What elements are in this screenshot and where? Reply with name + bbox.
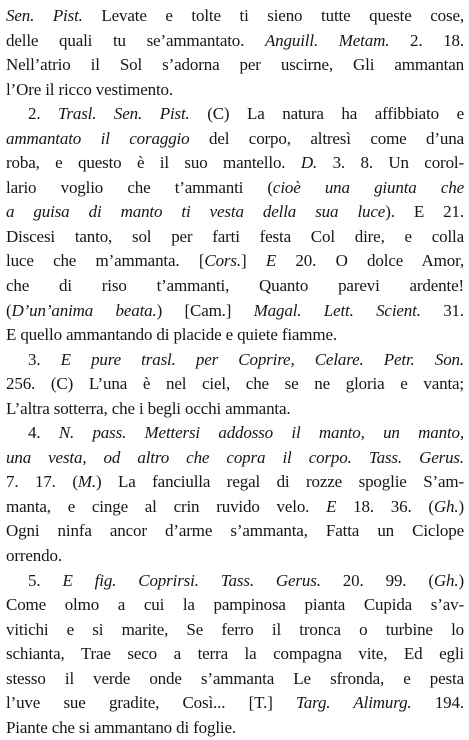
text-line	[6, 691, 464, 716]
text-line	[6, 716, 464, 740]
text-run: 5.	[28, 570, 63, 590]
text-run: (C) La natura ha affibbiato e	[189, 104, 464, 124]
text-run: l’uve sue gradite, Così... [T.]	[6, 693, 297, 713]
text-run: 3. 8. Un corol-	[317, 153, 464, 173]
text-line	[6, 421, 464, 446]
dictionary-page	[6, 4, 464, 740]
text-line	[6, 667, 464, 692]
text-run: 18. 36. (	[336, 496, 434, 516]
italic-text: a guisa di manto ti vesta della sua luce	[6, 202, 386, 222]
text-run: roba, e questo è il suo mantello.	[6, 153, 301, 173]
text-run: orrendo.	[6, 546, 62, 566]
text-run: 7. 17. (	[6, 472, 78, 492]
text-line	[6, 470, 464, 495]
italic-text: cioè una giunta che	[272, 177, 464, 197]
text-run: )	[458, 570, 464, 590]
text-line	[6, 446, 464, 471]
entry-text	[6, 4, 464, 740]
italic-text: N. pass. Mettersi addosso il manto, un manto,	[58, 423, 464, 443]
italic-text: Sen. Pist.	[6, 6, 83, 25]
text-line	[6, 495, 464, 520]
text-run: 20. O dolce Amor,	[276, 251, 464, 271]
italic-text: Gh.	[433, 570, 459, 590]
text-line	[6, 225, 464, 250]
italic-text: una vesta, od altro che copra il corpo. Tass. Gerus.	[6, 447, 464, 467]
text-line	[6, 127, 464, 152]
text-line	[6, 323, 464, 348]
text-run: )	[458, 496, 464, 516]
text-run: 31.	[420, 300, 464, 320]
text-line	[6, 519, 464, 544]
text-run: 4.	[28, 423, 59, 443]
italic-text: Targ. Alimurg.	[296, 693, 412, 713]
italic-text: D’un’anima beata.	[11, 300, 157, 320]
text-line	[6, 544, 464, 569]
text-run: Come olmo a cui la pampinosa pianta Cupida s’av-	[6, 595, 464, 615]
text-run: ) [Cam.]	[156, 300, 254, 320]
text-run: ) La fanciulla regal di rozze spoglie S’am-	[95, 472, 464, 492]
italic-text: Cors.	[204, 251, 241, 271]
text-run: Piante che si ammantano di foglie.	[6, 717, 237, 737]
italic-text: ammantato il coraggio	[6, 128, 190, 148]
text-run: lario voglio che t’ammanti (	[6, 177, 273, 197]
text-run: Nell’atrio il Sol s’adorna per uscirne, Gli ammantan	[6, 55, 464, 75]
italic-text: E	[265, 251, 277, 271]
text-run: 194.	[411, 693, 464, 713]
text-run: L’altra sotterra, che i begli occhi ammanta.	[6, 398, 291, 418]
text-run: (	[6, 300, 12, 320]
text-run: ]	[240, 251, 266, 271]
text-run: che di riso t’ammanti, Quanto parevi ardente!	[6, 276, 464, 296]
italic-text: M.	[77, 472, 96, 492]
italic-text: Anguill. Metam.	[264, 30, 390, 50]
text-run: vitichi e si marite, Se ferro il tronca o turbine lo	[6, 619, 464, 639]
text-line	[6, 151, 464, 176]
text-run: luce che m’ammanta. [	[6, 251, 205, 271]
italic-text: Gh.	[433, 496, 459, 516]
text-run: 20. 99. (	[320, 570, 434, 590]
text-line	[6, 397, 464, 422]
text-line	[6, 372, 464, 397]
text-line	[6, 569, 464, 594]
italic-text: Trasl. Sen. Pist.	[58, 104, 190, 124]
text-line	[6, 618, 464, 643]
text-run: manta, e cinge al crin ruvido velo.	[6, 496, 327, 516]
text-run: Ogni ninfa ancor d’arme s’ammanta, Fatta un Ciclope	[6, 521, 464, 541]
text-line	[6, 4, 464, 29]
text-line	[6, 53, 464, 78]
text-line	[6, 299, 464, 324]
text-run: schianta, Trae seco a terra la compagna vite, Ed egli	[6, 644, 464, 664]
text-line	[6, 78, 464, 103]
text-run: stesso il verde onde s’ammanta Le sfronda, e pesta	[6, 668, 464, 688]
text-run: ). E 21.	[385, 202, 464, 222]
text-run: l’Ore il ricco vestimento.	[6, 79, 173, 99]
italic-text: E pure trasl. per Coprire, Celare. Petr. Son.	[60, 349, 464, 369]
text-run: Discesi tanto, sol per farti festa Col dire, e colla	[6, 226, 464, 246]
text-run: Levate e tolte ti sieno tutte queste cose,	[82, 6, 464, 25]
text-line	[6, 29, 464, 54]
text-run: 2. 18.	[389, 30, 464, 50]
text-line	[6, 200, 464, 225]
italic-text: E	[326, 496, 337, 516]
text-line	[6, 176, 464, 201]
text-line	[6, 274, 464, 299]
text-line	[6, 593, 464, 618]
text-run: del corpo, altresì come d’una	[189, 128, 464, 148]
text-line	[6, 249, 464, 274]
italic-text: E fig. Coprirsi. Tass. Gerus.	[62, 570, 321, 590]
text-run: 3.	[28, 349, 61, 369]
italic-text: D.	[300, 153, 318, 173]
text-run: 256. (C) L’una è nel ciel, che se ne gloria e vanta;	[6, 374, 464, 394]
text-run: 2.	[28, 104, 59, 124]
text-run: E quello ammantando di placide e quiete fiamme.	[6, 325, 337, 345]
italic-text: Magal. Lett. Scient.	[253, 300, 421, 320]
text-line	[6, 642, 464, 667]
text-run: delle quali tu se’ammantato.	[6, 30, 265, 50]
text-line	[6, 102, 464, 127]
text-line	[6, 348, 464, 373]
